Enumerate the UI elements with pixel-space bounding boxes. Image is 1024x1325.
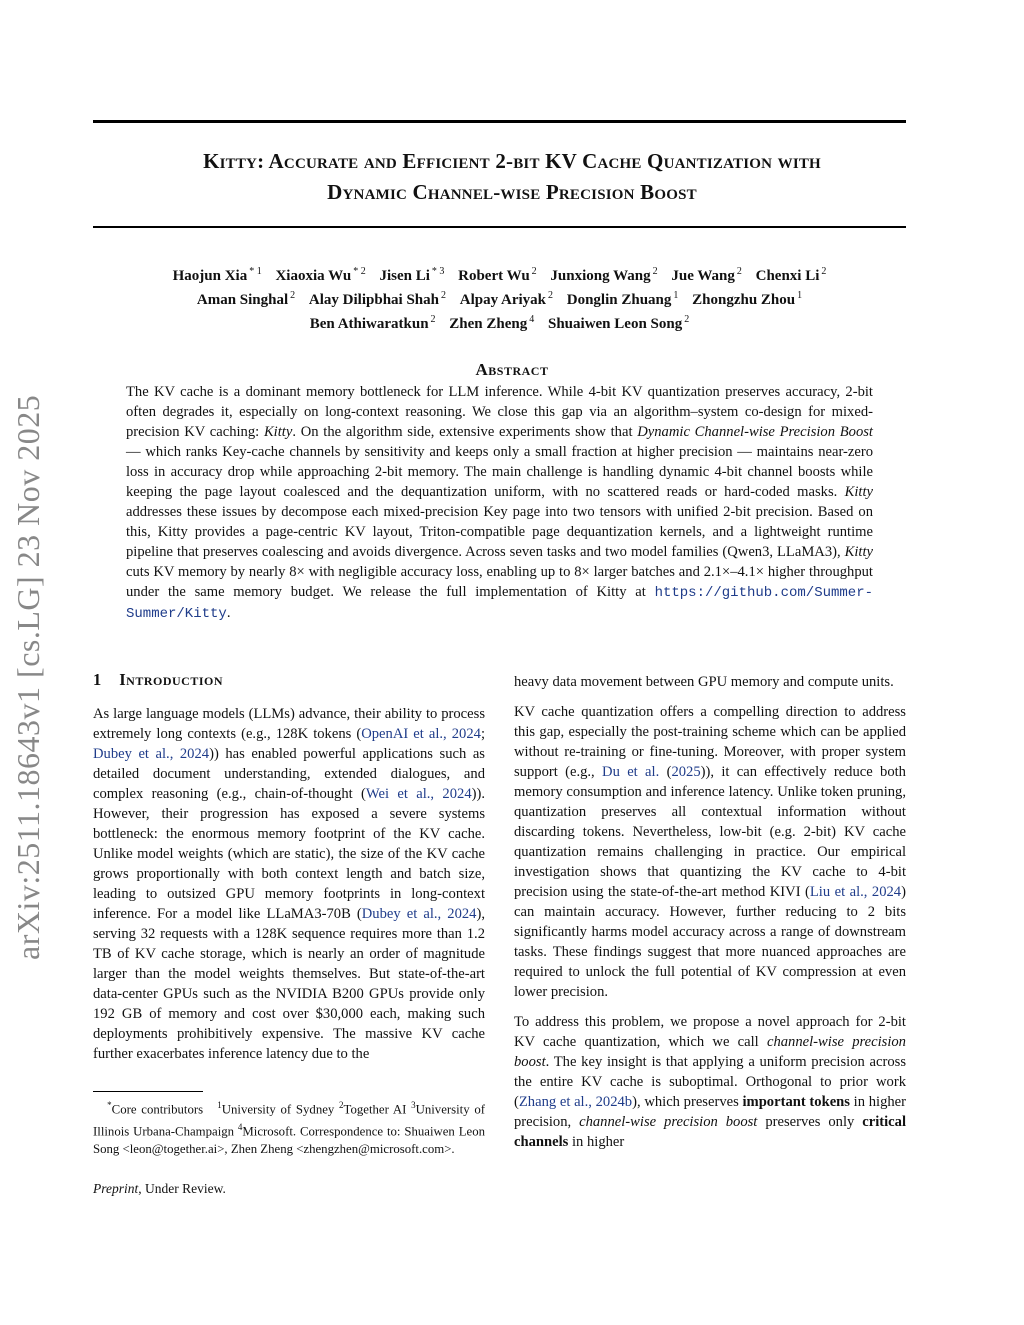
section-heading-introduction: 1 Introduction <box>93 670 224 689</box>
github-link[interactable]: https://github.com/Summer-Summer/Kitty <box>126 585 873 622</box>
citation-link[interactable]: Liu et al., 2024 <box>809 884 902 900</box>
citation-link[interactable]: Dubey et al., 2024 <box>93 746 210 762</box>
author: Jisen Li $^{* 3}$ <box>379 266 445 284</box>
author: Ben Athiwaratkun $^2$ <box>309 314 436 332</box>
title-line-2: Dynamic Channel-wise Precision Boost <box>327 180 697 204</box>
intro-paragraph-1-cont: heavy data movement between GPU memory and compute units. <box>514 674 894 690</box>
author: Alay Dilipbhai Shah $^2$ <box>308 290 446 308</box>
citation-link[interactable]: Du et al. <box>602 764 660 780</box>
author-row <box>93 262 906 286</box>
arxiv-stamp: arXiv:2511.18643v1 [cs.LG] 23 Nov 2025 <box>10 394 46 960</box>
citation-link[interactable]: Zhang et al., 2024b <box>518 1094 633 1110</box>
author: Zhen Zheng $^4$ <box>449 314 535 332</box>
abstract-heading: Abstract <box>475 360 549 379</box>
citation-link[interactable]: 2025 <box>671 764 701 780</box>
author-list <box>93 262 906 334</box>
citation-link[interactable]: OpenAI et al., 2024 <box>361 726 481 742</box>
author-row <box>93 310 906 334</box>
intro-paragraph-2: KV cache quantization offers a compelling direction to address this gap, especially the post-training scheme which can be applied without re-training or fine-tuning. Moreover, with proper system support (e.g., Du et al. (2025)), it can effectively reduce both memory consumption and inference latency. Unlike token pruning, quantization preserves all contextual information without discarding tokens. Nevertheless, low-bit (e.g. 2-bit) KV cache quantization remains challenging in practice. Our empirical investigation shows that quantizing the KV cache to 4-bit precision using the state-of-the-art method KIVI (Liu et al., 2024) can maintain accuracy. However, further reducing to 2 bits significantly harms model accuracy across a range of downstream tasks. These findings suggest that more nuanced approaches are required to unlock the full potential of KV compression at even lower precision. <box>514 704 906 1000</box>
paper-title <box>60 146 964 208</box>
author: Donglin Zhuang $^1$ <box>566 290 679 308</box>
author: Xiaoxia Wu $^{* 2}$ <box>275 266 366 284</box>
citation-link[interactable]: Wei et al., 2024 <box>365 786 472 802</box>
author: Alpay Ariyak $^2$ <box>459 290 553 308</box>
footnote: *Core contributors $^1$University of Sydney $^2$Together AI $^3$University of Illinois Urbana-Champaign $^4$Microsoft. Correspondence to: Shuaiwen Leon Song <leon@together.ai>, Zhen Zheng <zhengzhen@microsoft.com>. <box>93 1100 486 1156</box>
intro-paragraph-3: To address this problem, we propose a novel approach for 2-bit KV cache quantization, which we call channel-wise precision boost. The key insight is that applying a uniform precision across the entire KV cache is suboptimal. Orthogonal to prior work (Zhang et al., 2024b), which preserves important tokens in higher precision, channel-wise precision boost preserves only critical channels in higher <box>514 1014 907 1150</box>
author: Junxiong Wang $^2$ <box>550 266 658 284</box>
author: Zhongzhu Zhou $^1$ <box>692 290 803 308</box>
title-rule-top <box>93 120 906 123</box>
author: Chenxi Li $^2$ <box>755 266 827 284</box>
intro-paragraph-1: As large language models (LLMs) advance, their ability to process extremely long contexts (e.g., 128K tokens (OpenAI et al., 2024; Dubey et al., 2024)) has enabled powerful applications such as detailed document understanding, extended dialogues, and complex reasoning (e.g., chain-of-thought (Wei et al., 2024)). However, their progression has exposed a severe systems bottleneck: the enormous memory footprint of the KV cache. Unlike model weights (which are static), the size of the KV cache grows proportionally with both context length and batch size, leading to outsized GPU memory footprints in long-context inference. For a model like LLaMA3-70B (Dubey et al., 2024), serving 32 requests with a 128K sequence requires more than 1.2 TB of KV cache storage, which is nearly an order of magnitude larger than the model weights themselves. But state-of-the-art data-center GPUs such as the NVIDIA B200 GPUs provide only 192 GB of memory and cost over $30,000 each, making such deployments prohibitively expensive. The massive KV cache further exacerbates inference latency due to the <box>93 706 485 1062</box>
author: Aman Singhal $^2$ <box>196 290 296 308</box>
abstract-body <box>126 382 873 624</box>
author: Haojun Xia $^{* 1}$ <box>172 266 262 284</box>
author: Shuaiwen Leon Song $^2$ <box>548 314 690 332</box>
footnote-rule <box>93 1091 203 1092</box>
preprint-note: Preprint, Under Review. <box>93 1181 226 1196</box>
abstract-paragraph: The KV cache is a dominant memory bottleneck for LLM inference. While 4-bit KV quantization preserves accuracy, 2-bit often degrades it, especially on long-context reasoning. We close this gap via an algorithm–system co-design for mixed-precision KV caching: Kitty. On the algorithm side, extensive experiments show that Dynamic Channel-wise Precision Boost — which ranks Key-cache channels by sensitivity and keeps only a small fraction at higher precision — maintains near-zero loss in accuracy drop while approaching 2-bit memory. The main challenge is handling dynamic 4-bit channel boosts while keeping the page layout coalesced and the dequantization uniform, with no scattered reads or hard-coded masks. Kitty addresses these issues by decompose each mixed-precision Key page into two tensors with unified 2-bit precision. Based on this, Kitty provides a page-centric KV layout, Triton-compatible page dequantization kernels, and a lightweight runtime pipeline that preserves coalescing and avoids divergence. Across seven tasks and two model families (Qwen3, LLaMA3), Kitty cuts KV memory by nearly 8× with negligible accuracy loss, enabling up to 8× larger batches and 2.1×–4.1× higher throughput under the same memory budget. We release the full implementation of Kitty at https://github.com/Summer-Summer/Kitty. <box>126 384 873 622</box>
right-column <box>514 672 906 1162</box>
citation-link[interactable]: Dubey et al., 2024 <box>361 906 477 922</box>
left-column <box>93 670 485 1074</box>
author-row <box>93 286 906 310</box>
author: Robert Wu $^2$ <box>458 266 537 284</box>
title-line-1: Kitty: Accurate and Efficient 2-bit KV Cache Quantization with <box>203 149 821 173</box>
title-rule-bottom <box>93 226 906 228</box>
author: Jue Wang $^2$ <box>671 266 742 284</box>
